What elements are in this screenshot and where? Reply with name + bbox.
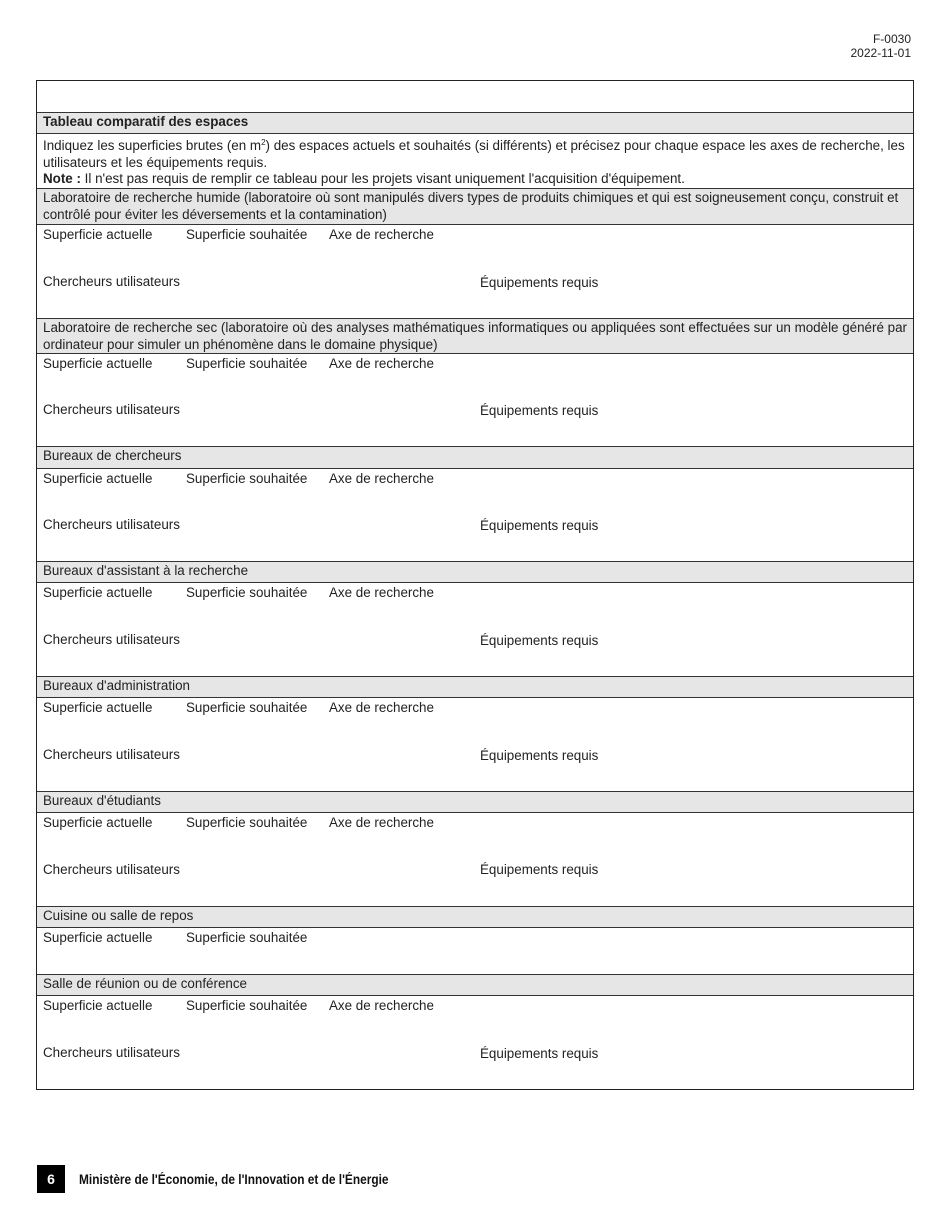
page-number: 6 [37, 1165, 65, 1193]
section-fields-administration-offices [37, 698, 913, 792]
researchers-field[interactable]: Chercheurs utilisateurs [43, 747, 180, 762]
researchers-field[interactable]: Chercheurs utilisateurs [43, 862, 180, 877]
note-text: Il n'est pas requis de remplir ce tableau pour les projets visant uniquement l'acquisition d'équipement. [80, 171, 685, 186]
instructions-superscript: 2 [261, 138, 266, 147]
equipment-field[interactable]: Équipements requis [480, 275, 599, 290]
instructions-text-end: ) des espaces actuels et souhaités (si différents) et précisez pour chaque espace les axes de recherche, les utilisateurs et les équipements requis. [43, 138, 905, 170]
equipment-field[interactable]: Équipements requis [480, 403, 599, 418]
desired-area-field[interactable]: Superficie souhaitée [186, 815, 308, 830]
researchers-field[interactable]: Chercheurs utilisateurs [43, 632, 180, 647]
research-axis-field[interactable]: Axe de recherche [329, 227, 434, 242]
blank-top-row [37, 81, 913, 113]
equipment-field[interactable]: Équipements requis [480, 633, 599, 648]
page-footer [37, 1165, 431, 1193]
desired-area-field[interactable]: Superficie souhaitée [186, 930, 308, 945]
researchers-field[interactable]: Chercheurs utilisateurs [43, 274, 180, 289]
desired-area-field[interactable]: Superficie souhaitée [186, 998, 308, 1013]
current-area-field[interactable]: Superficie actuelle [43, 356, 153, 371]
research-axis-field[interactable]: Axe de recherche [329, 815, 434, 830]
research-axis-field[interactable]: Axe de recherche [329, 585, 434, 600]
section-fields-dry-lab [37, 354, 913, 447]
section-header-dry-lab: Laboratoire de recherche sec (laboratoire où des analyses mathématiques informatiques ou appliquées sont effectuées sur un modèle généré par ordinateur pour simuler un phénomène dans le domaine physique) [37, 319, 913, 354]
desired-area-field[interactable]: Superficie souhaitée [186, 227, 308, 242]
current-area-field[interactable]: Superficie actuelle [43, 815, 153, 830]
current-area-field[interactable]: Superficie actuelle [43, 585, 153, 600]
current-area-field[interactable]: Superficie actuelle [43, 998, 153, 1013]
desired-area-field[interactable]: Superficie souhaitée [186, 585, 308, 600]
research-axis-field[interactable]: Axe de recherche [329, 700, 434, 715]
researchers-field[interactable]: Chercheurs utilisateurs [43, 1045, 180, 1060]
researchers-field[interactable]: Chercheurs utilisateurs [43, 517, 180, 532]
equipment-field[interactable]: Équipements requis [480, 748, 599, 763]
section-fields-wet-lab [37, 225, 913, 319]
section-header-researcher-offices: Bureaux de chercheurs [37, 447, 913, 469]
form-code: F-0030 [872, 32, 911, 46]
desired-area-field[interactable]: Superficie souhaitée [186, 356, 308, 371]
section-header-kitchen: Cuisine ou salle de repos [37, 907, 913, 928]
table-instructions [37, 134, 913, 189]
equipment-field[interactable]: Équipements requis [480, 518, 599, 533]
equipment-field[interactable]: Équipements requis [480, 1046, 599, 1061]
form-date: 2022-11-01 [850, 46, 911, 60]
research-axis-field[interactable]: Axe de recherche [329, 998, 434, 1013]
section-header-research-assistant-offices: Bureaux d'assistant à la recherche [37, 562, 913, 583]
form-code-block [851, 32, 912, 60]
section-header-administration-offices: Bureaux d'administration [37, 677, 913, 698]
section-fields-meeting-room [37, 996, 913, 1089]
section-header-student-offices: Bureaux d'étudiants [37, 792, 913, 813]
section-header-wet-lab: Laboratoire de recherche humide (laboratoire où sont manipulés divers types de produits chimiques et qui est soigneusement conçu, construit et contrôlé pour éviter les déversements et la contamination) [37, 189, 913, 225]
section-fields-student-offices [37, 813, 913, 907]
note-label: Note : [43, 171, 81, 186]
current-area-field[interactable]: Superficie actuelle [43, 227, 153, 242]
section-fields-researcher-offices [37, 469, 913, 562]
research-axis-field[interactable]: Axe de recherche [329, 356, 434, 371]
current-area-field[interactable]: Superficie actuelle [43, 700, 153, 715]
current-area-field[interactable]: Superficie actuelle [43, 471, 153, 486]
section-header-meeting-room: Salle de réunion ou de conférence [37, 975, 913, 996]
section-fields-kitchen [37, 928, 913, 975]
section-fields-research-assistant-offices [37, 583, 913, 677]
desired-area-field[interactable]: Superficie souhaitée [186, 700, 308, 715]
space-comparison-table [36, 80, 914, 1090]
instructions-text-start: Indiquez les superficies brutes (en m [43, 138, 262, 153]
equipment-field[interactable]: Équipements requis [480, 862, 599, 877]
table-title: Tableau comparatif des espaces [37, 113, 913, 134]
current-area-field[interactable]: Superficie actuelle [43, 930, 153, 945]
ministry-name: Ministère de l'Économie, de l'Innovation et de l'Énergie [79, 1171, 389, 1187]
research-axis-field[interactable]: Axe de recherche [329, 471, 434, 486]
desired-area-field[interactable]: Superficie souhaitée [186, 471, 308, 486]
researchers-field[interactable]: Chercheurs utilisateurs [43, 402, 180, 417]
